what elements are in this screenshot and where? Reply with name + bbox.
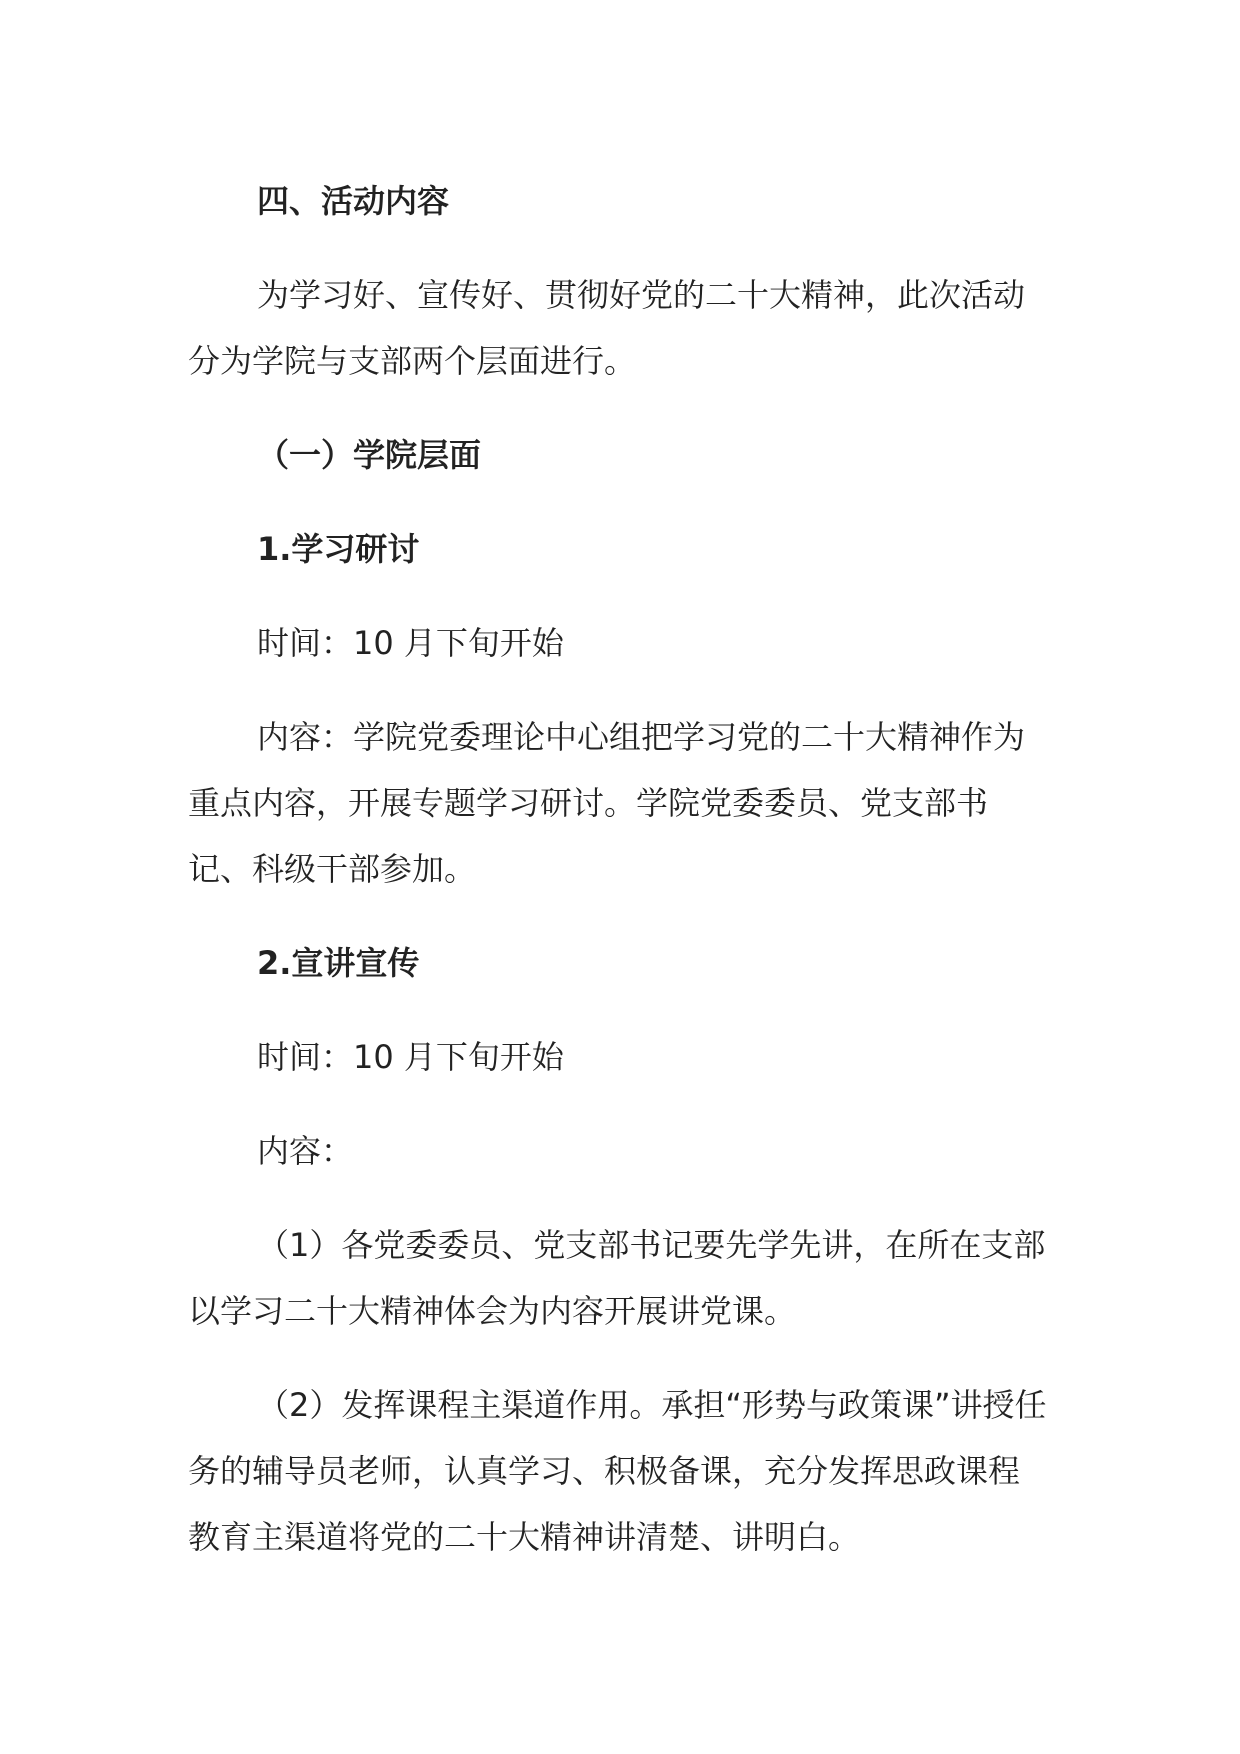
- document-body: [188, 168, 1050, 1598]
- item2-time: 时间：10 月下旬开始: [257, 1038, 564, 1076]
- item2-title: 2.宣讲宣传: [257, 944, 420, 982]
- intro-paragraph: 为学习好、宣传好、贯彻好党的二十大精神，此次活动分为学院与支部两个层面进行。: [188, 276, 1026, 380]
- item2-content-label: 内容：: [257, 1132, 354, 1170]
- item2-point1: （1）各党委委员、党支部书记要先学先讲，在所在支部以学习二十大精神体会为内容开展讲党课。: [188, 1226, 1046, 1330]
- item1-title: 1.学习研讨: [257, 530, 420, 568]
- section-heading: 四、活动内容: [257, 182, 450, 220]
- item1-content: 内容：学院党委理论中心组把学习党的二十大精神作为重点内容，开展专题学习研讨。学院党委委员、党支部书记、科级干部参加。: [188, 718, 1026, 888]
- item2-point2: （2）发挥课程主渠道作用。承担“形势与政策课”讲授任务的辅导员老师，认真学习、积极备课，充分发挥思政课程教育主渠道将党的二十大精神讲清楚、讲明白。: [188, 1386, 1047, 1556]
- level-heading: （一）学院层面: [257, 436, 482, 474]
- item1-time: 时间：10 月下旬开始: [257, 624, 564, 662]
